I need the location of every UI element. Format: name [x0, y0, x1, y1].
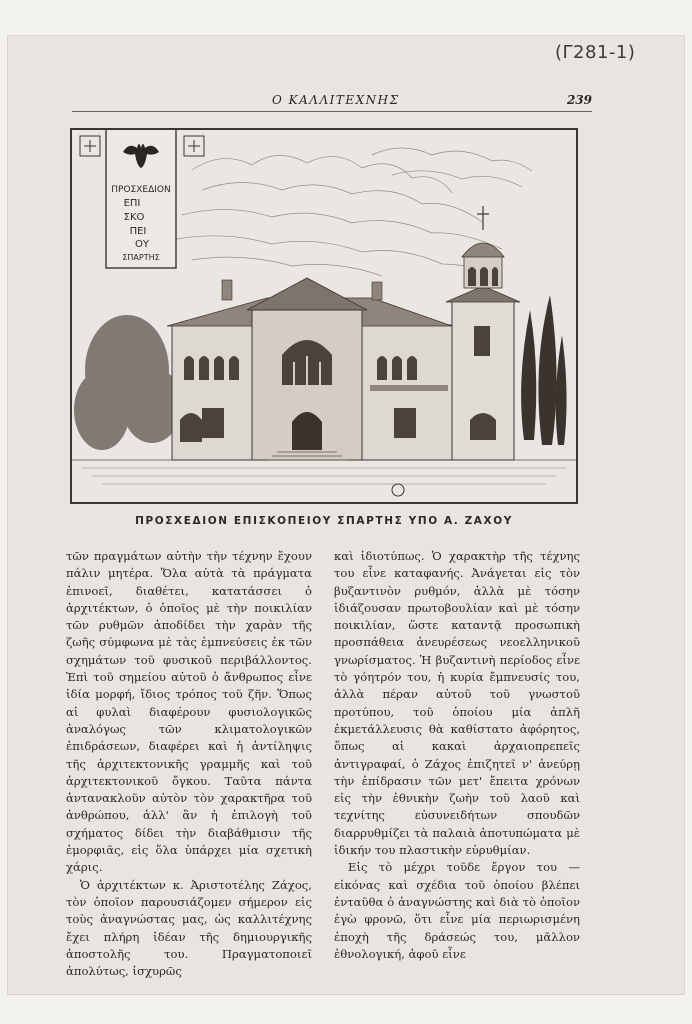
text-column-left	[66, 548, 312, 980]
body-paragraph: τῶν πραγμάτων αὐτὴν τὴν τέχνην ἔχουν πάλιν μητέρα. Ὅλα αὐτὰ τὰ πράγματα ἐπινοεῖ, διαθέτει, κατατάσσει ὁ ἀρχιτέκτων, ὁ ὁποῖος μὲ τὴν ποικιλίαν τῶν ρυθμῶν ἀποδίδει τὴν χαρὰν τῆς ζωῆς σύμφωνα μὲ τὰς ἐμπνεύσεις ἐκ τῶν σχημάτων τοῦ φυσικοῦ περιβάλλοντος. Ἐπὶ τοῦ σημείου αὐτοῦ ὁ ἄνθρωπος εἶνε ἰδία μορφή, ἴδιος τρόπος τοῦ ζῆν. Ὅπως αἱ φυλαὶ διαφέρουν φυσιολογικῶς ἀναλόγως τῶν κλιματολογικῶν ἐπιδράσεων, διαφέρει καὶ ἡ ἀντίληψις τῆς ἀρχιτεκτονικῆς γραμμῆς καὶ τοῦ ἀρχιτεκτονικοῦ ὄγκου. Ταῦτα πάντα ἀντανακλοῦν αὐτὸν τὸν χαρακτῆρα τοῦ ἀνθρώπου, ἀλλ' ἂν ἡ ἐπιλογὴ τοῦ σχήματος δίδει τὴν διαβάθμισιν τῆς ἐμορφιᾶς, εἰς ὅλα ὑπάρχει μία σχετικὴ χάρις.	[66, 549, 312, 875]
archive-reference-note: (Γ281-1)	[555, 42, 636, 63]
architectural-drawing	[70, 128, 578, 504]
title-card-line: ΣΠΑΡΤΗΣ	[122, 253, 160, 262]
figure-caption: ΠΡΟΣΧΕΔΙΟΝ ΕΠΙΣΚΟΠΕΙΟΥ ΣΠΑΡΤΗΣ ΥΠΟ Α. ΖΑΧΟΥ	[135, 515, 513, 527]
body-paragraph: Ὁ ἀρχιτέκτων κ. Ἀριστοτέλης Ζάχος, τὸν ὁποῖον παρουσιάζομεν σήμερον εἰς τοὺς ἀναγνώστας μας, ὡς καλλιτέχνης ἔχει πλήρη ἰδέαν τῆς δημιουργικῆς ἀποστολῆς του. Πραγματοποιεῖ ἀπολύτως, ἰσχυρῶς	[66, 877, 312, 979]
journal-title: Ο ΚΑΛΛΙΤΕΧΝΗΣ	[272, 93, 400, 107]
text-column-right	[334, 548, 580, 963]
title-card-line: ΠΕΙ	[129, 226, 147, 237]
title-card-line: ΣΚΟ	[123, 212, 145, 223]
running-header	[72, 92, 592, 112]
body-paragraph: καὶ ἰδιοτύπως. Ὁ χαρακτὴρ τῆς τέχνης του εἶνε καταφανής. Ἀνάγεται εἰς τὸν βυζαντινὸν ρυθμόν, ἀλλὰ μὲ τόσην ἰδιάζουσαν πρωτοβουλίαν καὶ μὲ τόσην ποικιλίαν, ὥστε καταντᾷ προσωπικὴ προσπάθεια ἀνευρέσεως νεοελληνικοῦ γνωρίσματος. Ἡ βυζαντινὴ περίοδος εἶνε τὸ γόητρόν του, ἡ κυρία ἔμπνευσίς του, ἀλλὰ πέραν αὐτοῦ τοῦ γνωστοῦ προτύπου, τοῦ ὁποίου μία ἁπλῆ ἐκμετάλλευσις θὰ καθίστατο ἀφόρητος, ὅπως αἱ κακαὶ ἀρχαιοπρεπεῖς ἀντιγραφαί, ὁ Ζάχος ἐπιζητεῖ ν' ἀνεύρῃ τὴν ἐπίδρασιν τῶν μετ' ἔπειτα χρόνων εἰς τὴν ἐθνικὴν ζωὴν τοῦ λαοῦ καὶ τεχνίτης εὐσυνειδήτων σπουδῶν διαρρυθμίζει τὰ παλαιὰ ἀποτυπώματα μὲ ἰδικήν του πλαστικὴν εὐρυθμίαν.	[334, 549, 580, 858]
title-card-line: ΟΥ	[135, 239, 149, 250]
page-number: 239	[566, 93, 592, 107]
title-card-line: ΠΡΟΣΧΕΔΙΟΝ	[111, 185, 171, 195]
title-card-line: ΕΠΙ	[123, 198, 141, 209]
building-illustration	[72, 130, 576, 502]
body-paragraph: Εἰς τὸ μέχρι τοῦδε ἔργον του — εἰκόνας καὶ σχέδια τοῦ ὁποίου βλέπει ἐνταῦθα ὁ ἀναγνώστης καὶ διὰ τὸ ὁποῖον ἐγὼ φρονῶ, ὅτι εἶνε μία περιωρισμένη ἐποχὴ τῆς δράσεώς του, μᾶλλον ἐθνολογική, ἀφοῦ εἶνε	[334, 860, 580, 961]
